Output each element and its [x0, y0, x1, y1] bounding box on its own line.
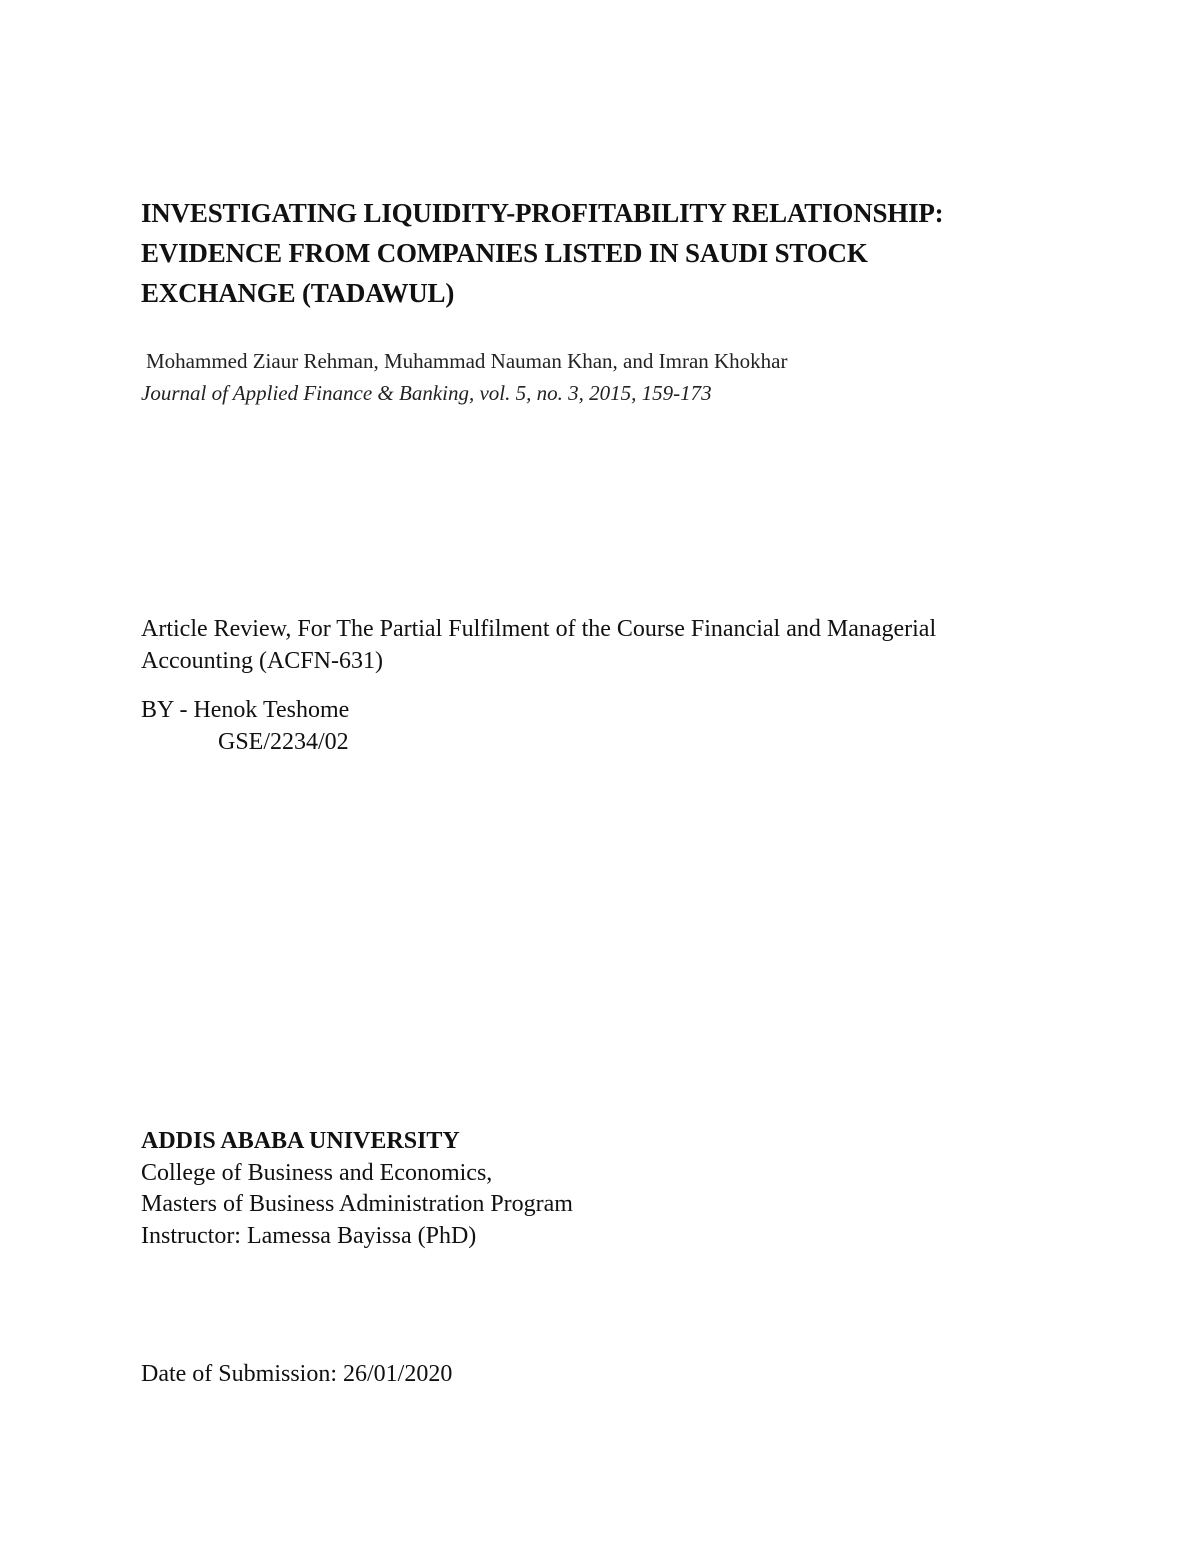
student-id: GSE/2234/02 — [218, 729, 349, 755]
title-line-1: INVESTIGATING LIQUIDITY-PROFITABILITY RELATIONSHIP: — [141, 198, 944, 228]
review-purpose-line-1: Article Review, For The Partial Fulfilment of the Course Financial and Managerial — [141, 616, 937, 642]
title-line-3: EXCHANGE (TADAWUL) — [141, 278, 455, 308]
college-name: College of Business and Economics, — [141, 1160, 493, 1186]
article-citation: Journal of Applied Finance & Banking, vol. 5, no. 3, 2015, 159-173 — [141, 381, 712, 405]
university-name: ADDIS ABABA UNIVERSITY — [141, 1128, 460, 1154]
title-line-2: EVIDENCE FROM COMPANIES LISTED IN SAUDI STOCK — [141, 238, 868, 268]
instructor-name: Instructor: Lamessa Bayissa (PhD) — [141, 1223, 477, 1249]
article-authors: Mohammed Ziaur Rehman, Muhammad Nauman Khan, and Imran Khokhar — [146, 349, 788, 373]
submission-date: Date of Submission: 26/01/2020 — [141, 1361, 453, 1387]
review-purpose-line-2: Accounting (ACFN-631) — [141, 648, 383, 674]
document-title — [141, 193, 1101, 313]
review-purpose — [141, 613, 1101, 677]
program-name: Masters of Business Administration Program — [141, 1191, 573, 1217]
author-byline: BY - Henok Teshome — [141, 697, 350, 723]
